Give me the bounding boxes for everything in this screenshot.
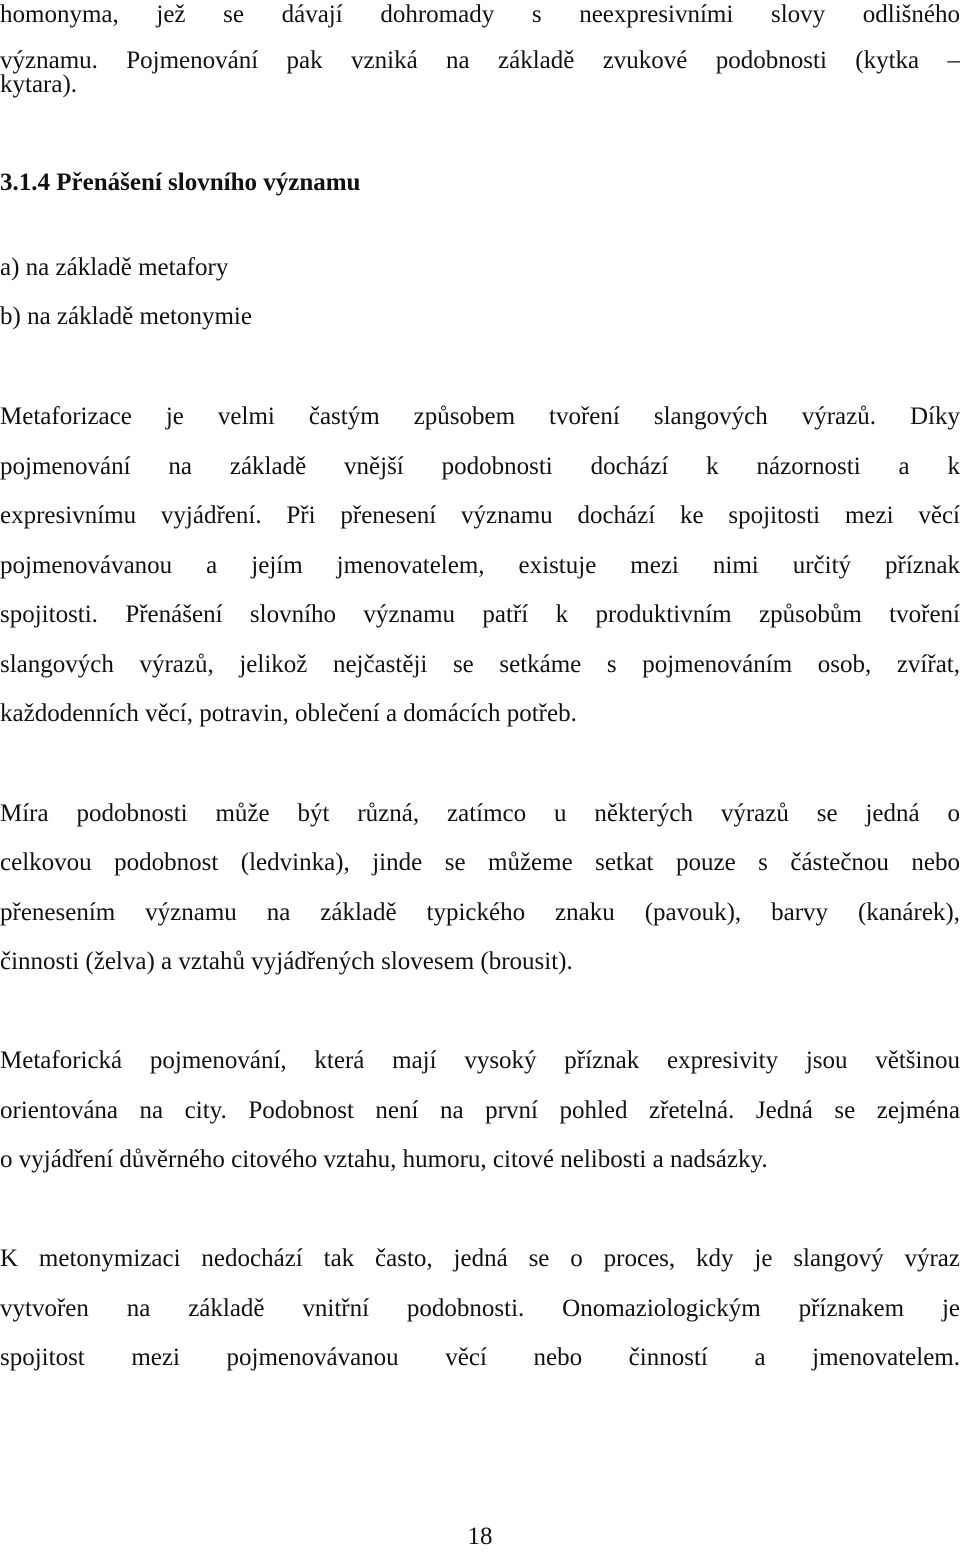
paragraph-2-line-2: celkovou podobnost (ledvinka), jinde se můžeme setkat pouze s částečnou nebo — [0, 849, 960, 876]
page-number: 18 — [467, 1523, 493, 1550]
paragraph-1-line-3: expresivnímu vyjádření. Při přenesení významu dochází ke spojitosti mezi věcí — [0, 502, 960, 529]
paragraph-1-line-1: Metaforizace je velmi častým způsobem tvoření slangových výrazů. Díky — [0, 403, 960, 430]
paragraph-1-line-7: každodenních věcí, potravin, oblečení a domácích potřeb. — [0, 700, 577, 727]
paragraph-4-line-2: vytvořen na základě vnitřní podobnosti. Onomaziologickým příznakem je — [0, 1295, 960, 1322]
intro-line-2: významu. Pojmenování pak vzniká na základě zvukové podobnosti (kytka – — [0, 47, 960, 74]
intro-line-1: homonyma, jež se dávají dohromady s neexpresivními slovy odlišného — [0, 1, 960, 28]
paragraph-4-line-3: spojitost mezi pojmenovávanou věcí nebo činností a jmenovatelem. — [0, 1344, 960, 1371]
paragraph-2-line-3: přenesením významu na základě typického znaku (pavouk), barvy (kanárek), — [0, 899, 960, 926]
paragraph-4-line-1: K metonymizaci nedochází tak často, jedná se o proces, kdy je slangový výraz — [0, 1245, 960, 1272]
list-item-metaphor: a) na základě metafory — [0, 254, 229, 281]
paragraph-3-line-1: Metaforická pojmenování, která mají vysoký příznak expresivity jsou většinou — [0, 1047, 960, 1074]
paragraph-1-line-4: pojmenovávanou a jejím jmenovatelem, existuje mezi nimi určitý příznak — [0, 552, 960, 579]
paragraph-1-line-5: spojitosti. Přenášení slovního významu patří k produktivním způsobům tvoření — [0, 601, 960, 628]
paragraph-3-line-2: orientována na city. Podobnost není na první pohled zřetelná. Jedná se zejména — [0, 1097, 960, 1124]
paragraph-2-line-4: činnosti (želva) a vztahů vyjádřených slovesem (brousit). — [0, 948, 573, 975]
list-item-metonymy: b) na základě metonymie — [0, 303, 252, 330]
paragraph-2-line-1: Míra podobnosti může být různá, zatímco u některých výrazů se jedná o — [0, 800, 960, 827]
paragraph-1-line-6: slangových výrazů, jelikož nejčastěji se setkáme s pojmenováním osob, zvířat, — [0, 651, 960, 678]
paragraph-1-line-2: pojmenování na základě vnější podobnosti dochází k názornosti a k — [0, 453, 960, 480]
section-heading: 3.1.4 Přenášení slovního významu — [0, 169, 361, 196]
intro-line-3: kytara). — [0, 71, 78, 98]
paragraph-3-line-3: o vyjádření důvěrného citového vztahu, humoru, citové nelibosti a nadsázky. — [0, 1146, 768, 1173]
